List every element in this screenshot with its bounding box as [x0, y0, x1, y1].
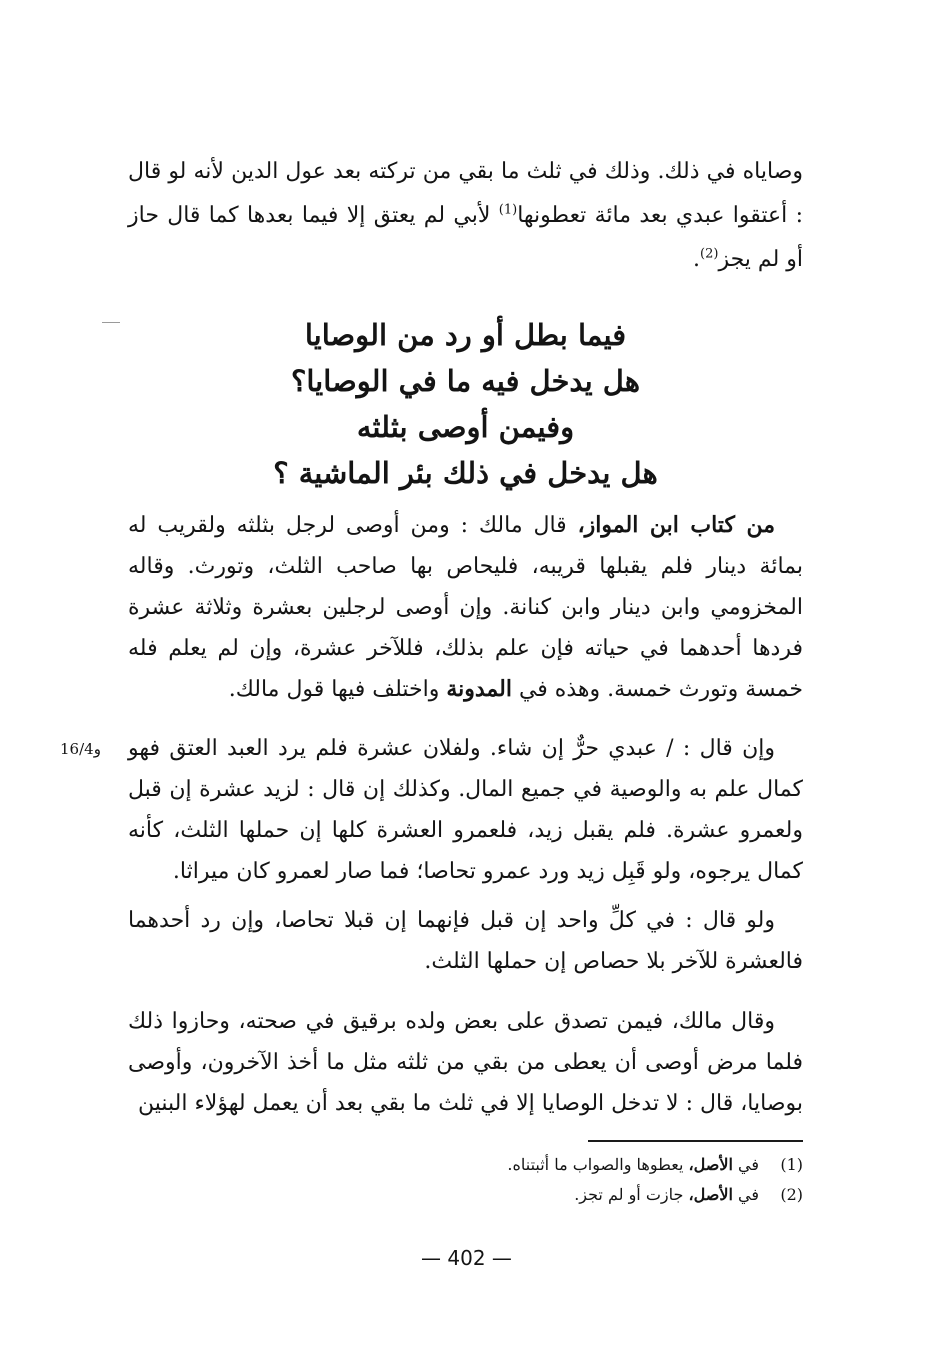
paragraph-1-end: واختلف فيها قول مالك.: [228, 677, 447, 702]
footnote-prefix: في: [732, 1185, 759, 1204]
paragraph-2-text: وإن قال : / عبدي حرٌّ إن شاء. ولفلان عشرة فلم يرد العبد العتق فهو كمال علم به والوصية في جميع المال. وكذلك إن قال : لزيد عشرة إن قبل ولعمرو عشرة. فلم يقبل زيد، فلعمرو العشرة كلها إن حملها الثلث، كأنه كمال يرجوه، ولو قَبِل زيد ورد عمرو تحاصا؛ فما صار لعمرو كان ميراثا.: [128, 736, 803, 884]
footnote-body: يعطوها والصواب ما أثبتناه.: [507, 1155, 689, 1174]
footnote-ref-2: (2): [700, 246, 719, 262]
heading-line-1: فيما بطل أو رد من الوصايا: [304, 318, 627, 352]
intro-paragraph: [128, 150, 803, 282]
intro-line-3-end: .: [693, 247, 701, 272]
intro-line-2-part-2: لأبي لم يعتق إلا فيما بعدها كما قال حاز أو لم: [128, 203, 803, 272]
paragraph-1: [128, 505, 803, 710]
footnote-number: (2): [780, 1185, 803, 1204]
paragraph-4-text: وقال مالك، فيمن تصدق على بعض ولده برقيق في صحته، وحازوا ذلك فلما مرض أوصى أن يعطى من بقي من ثلثه مثل ما أخذ الآخرون، وأوصى بوصايا، قال : لا تدخل الوصايا إلا في ثلث ما بقي بعد أن يعمل لهؤلاء البنين: [128, 1009, 803, 1116]
margin-dash: [102, 322, 120, 323]
intro-line-2-part-1: أعتقوا عبدي بعد مائة تعطونها: [517, 203, 788, 228]
footnote-1: [128, 1150, 803, 1180]
paragraph-1-text: قال مالك : ومن أوصى لرجل بثلثه ولقريب له بمائة دينار فلم يقبلها قريبه، فليحاص بها صاحب الثلث، وتورث. وقاله المخزومي وابن دينار وابن كنانة. وإن أوصى لرجلين بعشرة وثلاثة عشرة فردها أحدهما في حياته فإن علم بذلك، فللآخر عشرة، وإن لم يعلم فله خمسة وتورث خمسة. وهذه في: [128, 513, 803, 702]
heading-line-2: هل يدخل فيه ما في الوصايا؟: [290, 364, 641, 398]
footnote-text: [507, 1150, 759, 1180]
manuscript-folio-note: 16/4و: [60, 740, 101, 758]
footnote-body: جازت أو لم تجز.: [574, 1185, 689, 1204]
paragraph-3: [128, 900, 803, 982]
source-mudawwana: المدونة: [446, 676, 512, 702]
heading-line-4: هل يدخل في ذلك بئر الماشية ؟: [273, 456, 658, 490]
intro-line-3: يجز: [718, 247, 751, 272]
page-number: — 402 —: [421, 1246, 512, 1270]
footnotes: [128, 1150, 803, 1210]
footnote-text: [574, 1180, 759, 1210]
intro-line-1: وصاياه في ذلك. وذلك في ثلث ما بقي من تركته بعد عول الدين لأنه لو قال :: [128, 159, 803, 228]
footnote-divider: [588, 1140, 803, 1142]
footnote-prefix: في: [732, 1155, 759, 1174]
footnote-2: [128, 1180, 803, 1210]
paragraph-2: [128, 728, 803, 892]
heading-line-3: وفيمن أوصى بثلثه: [356, 410, 575, 444]
footnote-ref-1: (1): [498, 202, 518, 218]
footnote-source: الأصل،: [688, 1155, 733, 1174]
paragraph-4: [128, 1001, 803, 1124]
section-heading: [128, 312, 803, 496]
paragraph-3-text: ولو قال : في كلِّ واحد إن قبل فإنهما إن قبلا تحاصا، وإن رد أحدهما فالعشرة للآخر بلا حصاص إن حملها الثلث.: [128, 908, 803, 974]
footnote-source: الأصل،: [688, 1185, 733, 1204]
footnote-number: (1): [780, 1155, 803, 1174]
source-ibn-al-mawwaz: من كتاب ابن المواز،: [577, 512, 775, 538]
